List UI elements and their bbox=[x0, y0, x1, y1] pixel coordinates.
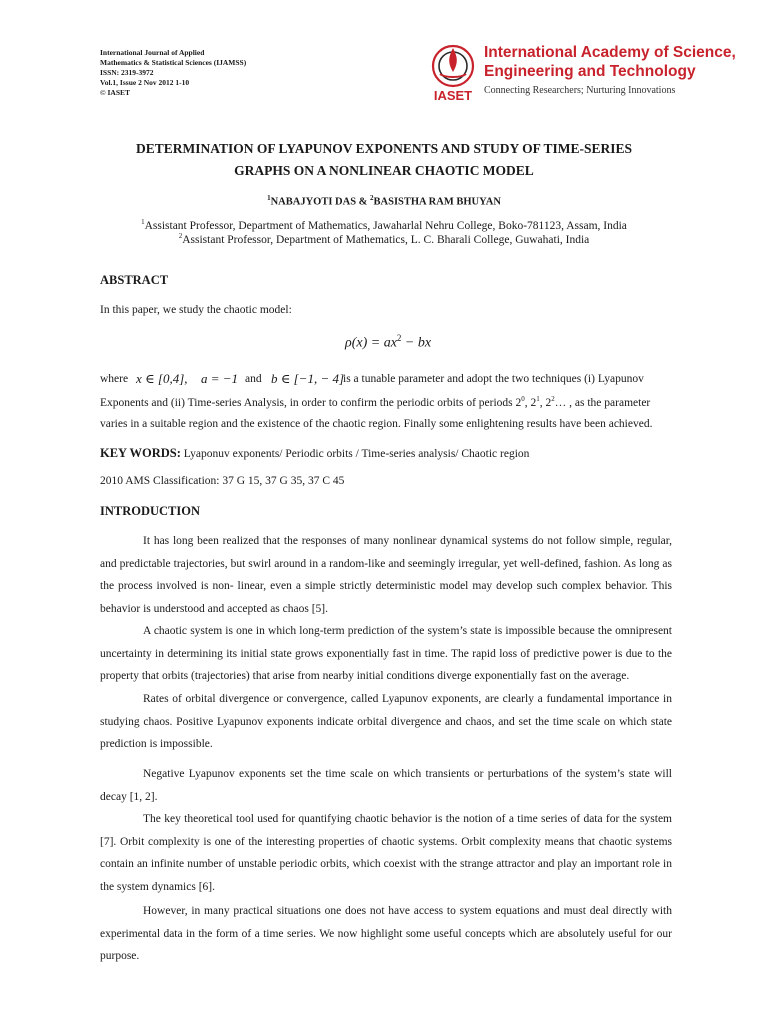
formula-lhs: ρ(x) = ax bbox=[345, 335, 397, 351]
org-name-line2: Engineering and Technology bbox=[484, 63, 696, 80]
journal-info bbox=[100, 48, 246, 98]
where-line-tail: is a tunable parameter and adopt the two techniques (i) Lyapunov bbox=[343, 373, 644, 385]
journal-volume: Vol.1, Issue 2 Nov 2012 1-10 bbox=[100, 78, 190, 87]
logo-text: IASET bbox=[433, 88, 473, 103]
affil2-marker: 2 bbox=[178, 232, 183, 240]
abstract-heading: ABSTRACT bbox=[100, 273, 169, 287]
intro-paragraph-1: It has long been realized that the responses of many nonlinear dynamical systems do not follow simple, regular, and predictable trajectories, but swirl around in a random-like and seemingly irregular, yet well-defined, fashion. As long as the process involved is non- linear, even a simple strictly deterministic model may develop such complex behavior. This behavior is understood and accepted as chaos [5]. bbox=[100, 535, 672, 615]
abstract-intro: In this paper, we study the chaotic model: bbox=[100, 304, 292, 316]
abstract-where-line bbox=[100, 371, 672, 389]
abstract-line2-pre: Exponents and (ii) Time-series Analysis, in order to confirm the periodic orbits of periods 2 bbox=[100, 396, 522, 409]
intro-paragraph-2: A chaotic system is one in which long-term prediction of the system’s state is impossible because the omnipresent uncertainty in determining its initial state grows exponentially fast in time. The rapid loss of predictive power is due to the property that orbits (trajectories) that arise from nearby initial conditions diverge exponentially fast on the average. bbox=[100, 625, 672, 682]
affil2-text: Assistant Professor, Department of Mathematics, L. C. Bharali College, Guwahati, India bbox=[182, 233, 590, 246]
b-condition: b ∈ [−1, − 4] bbox=[271, 371, 345, 386]
formula-exponent: 2 bbox=[396, 333, 402, 343]
iaset-logo-icon bbox=[422, 42, 484, 104]
org-name bbox=[484, 43, 736, 81]
abstract-line3: varies in a suitable region and the existence of the chaotic region. Finally some enlightening results have been achieved. bbox=[100, 418, 653, 430]
period-exp-0: 0 bbox=[521, 395, 525, 403]
journal-copyright: © IASET bbox=[100, 88, 130, 97]
introduction-heading: INTRODUCTION bbox=[100, 504, 201, 518]
intro-paragraph-5: The key theoretical tool used for quantifying chaotic behavior is the notion of a time series of data for the system [7]. Orbit complexity is one of the interesting properties of chaotic systems. Orbit complexity means that chaotic systems contain an infinite number of unstable periodic orbits, which coexist with the strange attractor and play an important role in the system dynamics [6]. bbox=[100, 813, 672, 893]
journal-issn: ISSN: 2319-3972 bbox=[100, 68, 154, 77]
org-name-line1: International Academy of Science, bbox=[484, 44, 736, 61]
keywords-text: Lyaponuv exponents/ Periodic orbits / Time-series analysis/ Chaotic region bbox=[180, 448, 530, 460]
intro-paragraph-3: Rates of orbital divergence or convergence, called Lyapunov exponents, are clearly a fundamental importance in studying chaos. Positive Lyapunov exponents indicate orbital divergence and chaos, and set the time scale on which state prediction is impossible. bbox=[100, 693, 672, 750]
formula-rhs: − bx bbox=[401, 335, 432, 351]
paper-authors bbox=[60, 194, 708, 208]
author1-marker: 1 bbox=[267, 194, 271, 202]
author2-marker: 2 bbox=[370, 194, 374, 202]
org-tagline: Connecting Researchers; Nurturing Innovations bbox=[484, 85, 676, 96]
journal-name-line2: Mathematics & Statistical Sciences (IJAMSS) bbox=[100, 58, 247, 67]
affil1-text: Assistant Professor, Department of Mathematics, Jawaharlal Nehru College, Boko-781123, Assam, India bbox=[144, 219, 627, 232]
paper-title-line2: GRAPHS ON A NONLINEAR CHAOTIC MODEL bbox=[234, 163, 534, 178]
affiliation-2 bbox=[60, 229, 708, 247]
affil1-marker: 1 bbox=[141, 218, 145, 226]
journal-name-line1: International Journal of Applied bbox=[100, 48, 205, 57]
period-exp-2: 2 bbox=[551, 395, 555, 403]
paper-title bbox=[60, 138, 708, 182]
author1-name: NABAJYOTI DAS & bbox=[270, 196, 371, 208]
period-exp-1: 1 bbox=[536, 395, 540, 403]
a-condition: a = −1 bbox=[201, 371, 239, 386]
where-word: where bbox=[100, 373, 129, 385]
abstract-line2: Exponents and (ii) Time-series Analysis, in order to confirm the periodic orbits of periods $2^0$, $2^1$, $2^2\dots$ , as the parameter bbox=[100, 395, 651, 409]
and-word: and bbox=[245, 373, 262, 385]
domain-condition: x ∈ [0,4], bbox=[136, 371, 188, 386]
intro-paragraph-6: However, in many practical situations one does not have access to system equations and must deal directly with experimental data in the form of a time series. We now highlight some useful concepts which are absolutely useful for our purpose. bbox=[100, 905, 672, 962]
model-formula bbox=[345, 333, 431, 352]
keywords bbox=[100, 446, 672, 461]
ams-classification: 2010 AMS Classification: 37 G 15, 37 G 35, 37 C 45 bbox=[100, 475, 345, 487]
author2-name: BASISTHA RAM BHUYAN bbox=[373, 196, 501, 208]
intro-paragraph-4: Negative Lyapunov exponents set the time scale on which transients or perturbations of the system’s state will decay [1, 2]. bbox=[100, 768, 672, 803]
paper-title-line1: DETERMINATION OF LYAPUNOV EXPONENTS AND STUDY OF TIME-SERIES bbox=[136, 141, 632, 156]
keywords-label: KEY WORDS: bbox=[100, 446, 181, 460]
abstract-line2-post: … , as the parameter bbox=[554, 396, 651, 409]
